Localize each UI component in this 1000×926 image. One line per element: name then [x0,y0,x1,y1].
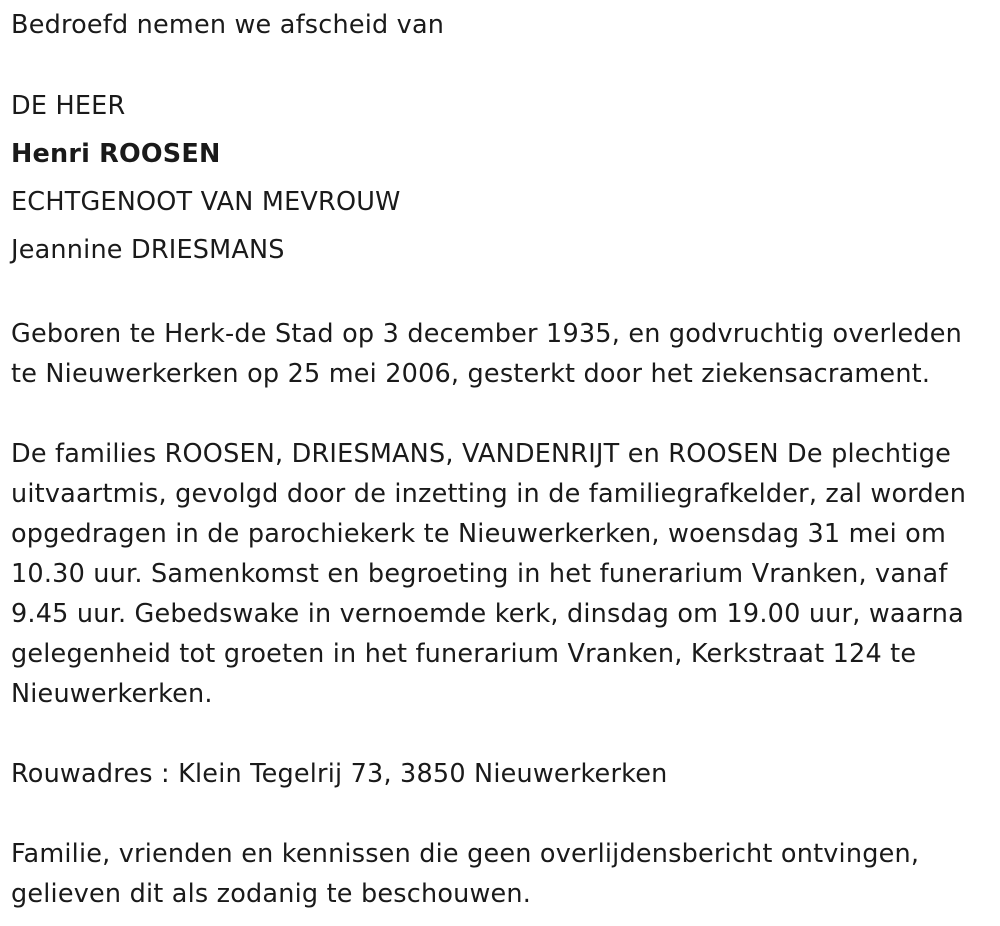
spacer [11,394,996,434]
paragraph-line: Geboren te Herk-de Stad op 3 december 1935, en godvruchtig overleden [11,319,963,349]
paragraph-line: De families ROOSEN, DRIESMANS, VANDENRIJT en ROOSEN De plechtige [11,439,951,469]
spacer [11,714,996,754]
closing-paragraph [11,834,996,914]
deceased-name: Henri ROOSEN [11,139,221,169]
birth-death-paragraph [11,314,996,394]
spacer [11,274,996,314]
relation-text: ECHTGENOOT VAN MEVROUW [11,187,401,217]
address-paragraph [11,754,996,794]
paragraph-line: 9.45 uur. Gebedswake in vernoemde kerk, dinsdag om 19.00 uur, waarna [11,599,964,629]
mourning-address: Rouwadres : Klein Tegelrij 73, 3850 Nieuwerkerken [11,759,668,789]
paragraph-line: gelegenheid tot groeten in het funerarium Vranken, Kerkstraat 124 te [11,639,917,669]
paragraph-line: te Nieuwerkerken op 25 mei 2006, gesterkt door het ziekensacrament. [11,359,931,389]
paragraph-line: uitvaartmis, gevolgd door de inzetting in de familiegrafkelder, zal worden [11,479,967,509]
spacer [11,794,996,834]
death-notice [11,0,996,914]
paragraph-line: 10.30 uur. Samenkomst en begroeting in het funerarium Vranken, vanaf [11,559,948,589]
ceremony-paragraph [11,434,996,714]
intro-text: Bedroefd nemen we afscheid van [11,10,445,40]
paragraph-line: opgedragen in de parochiekerk te Nieuwerkerken, woensdag 31 mei om [11,519,947,549]
spouse-name: Jeannine DRIESMANS [11,235,285,265]
paragraph-line: gelieven dit als zodanig te beschouwen. [11,879,532,909]
spacer [11,49,996,82]
deceased-title: DE HEER [11,91,126,121]
paragraph-line: Nieuwerkerken. [11,679,213,709]
paragraph-line: Familie, vrienden en kennissen die geen overlijdensbericht ontvingen, [11,839,920,869]
